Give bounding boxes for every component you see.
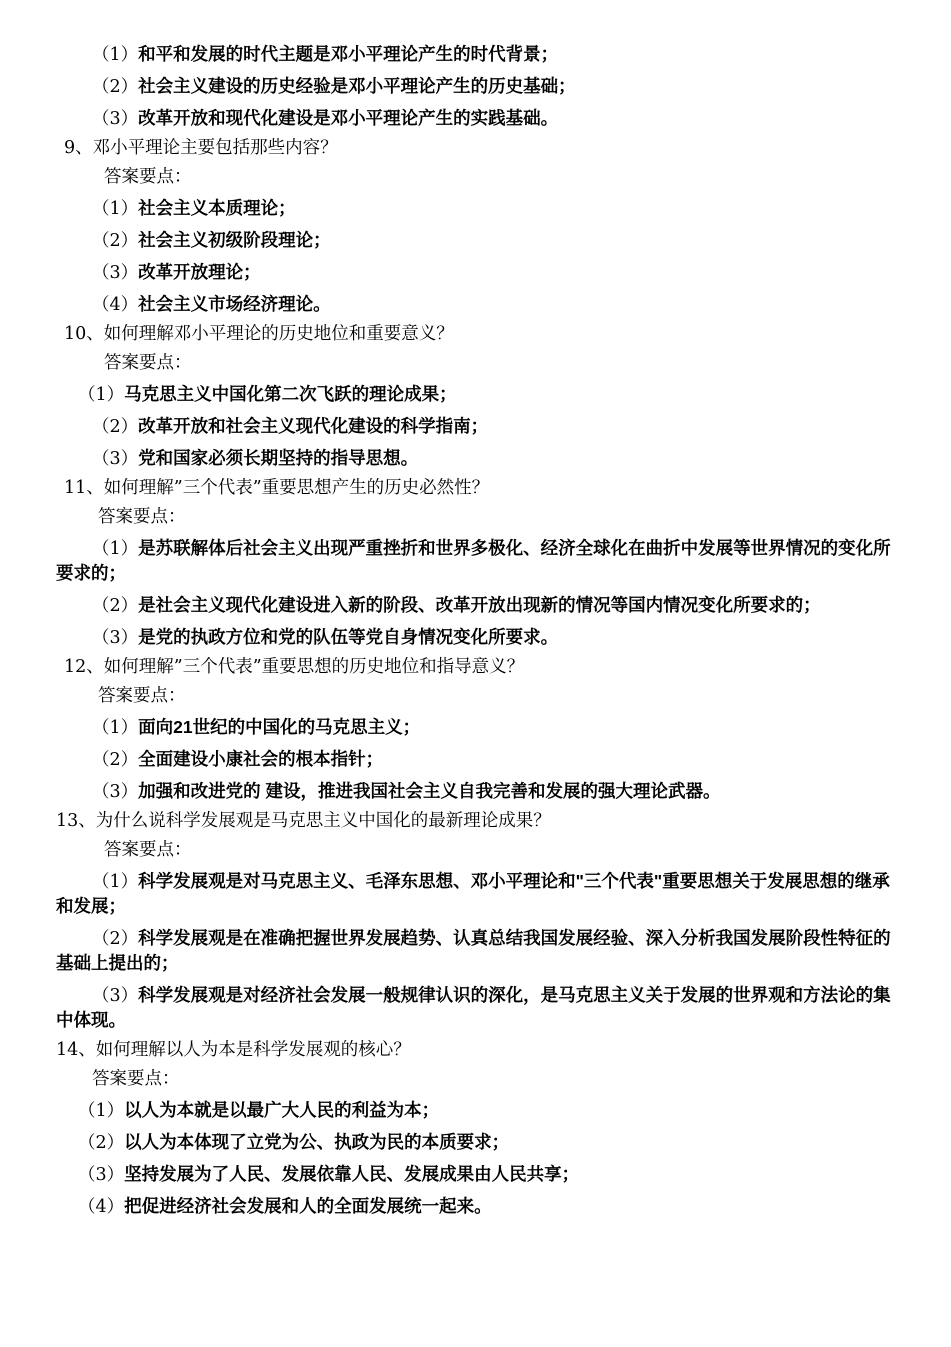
answer-heading: 答案要点： [98,507,186,527]
answer-item: （1）科学发展观是对马克思主义、毛泽东思想、邓小平理论和"三个代表"重要思想关于发展思想的继承和发展； [56,871,890,916]
answer-item: （1）和平和发展的时代主题是邓小平理论产生的时代背景； [92,44,559,65]
answer-heading: 答案要点： [98,686,186,706]
answer-item: （2）全面建设小康社会的根本指针； [92,749,384,770]
question-12: 12、如何理解”三个代表”重要思想的历史地位和指导意义？ [64,657,525,677]
answer-item: （2）社会主义初级阶段理论； [92,230,331,251]
answer-item: （1）社会主义本质理论； [92,198,296,219]
answer-heading: 答案要点： [92,1069,180,1089]
answer-heading: 答案要点： [104,353,192,373]
answer-item: （1）是苏联解体后社会主义出现严重挫折和世界多极化、经济全球化在曲折中发展等世界情况的变化所要求的； [56,538,891,583]
answer-item: （3）是党的执政方位和党的队伍等党自身情况变化所要求。 [92,627,559,648]
question-9: 9、邓小平理论主要包括那些内容？ [64,138,338,158]
answer-heading: 答案要点： [104,167,192,187]
answer-item: （4）把促进经济社会发展和人的全面发展统一起来。 [78,1196,492,1217]
answer-item: （1）面向21世纪的中国化的马克思主义； [92,717,421,738]
answer-item: （3）党和国家必须长期坚持的指导思想。 [92,448,419,469]
answer-item: （3）改革开放和现代化建设是邓小平理论产生的实践基础。 [92,108,559,129]
answer-item: （2）是社会主义现代化建设进入新的阶段、改革开放出现新的情况等国内情况变化所要求的； [92,595,821,616]
answer-item: （3）改革开放理论； [92,262,261,283]
answer-item: （1）以人为本就是以最广大人民的利益为本； [78,1100,440,1121]
answer-item: （2）科学发展观是在准确把握世界发展趋势、认真总结我国发展经验、深入分析我国发展阶段性特征的基础上提出的； [56,928,891,973]
answer-item: （4）社会主义市场经济理论。 [92,294,331,315]
question-10: 10、如何理解邓小平理论的历史地位和重要意义？ [64,324,454,344]
answer-item: （2）改革开放和社会主义现代化建设的科学指南； [92,416,489,437]
question-14: 14、如何理解以人为本是科学发展观的核心？ [56,1040,411,1060]
question-11: 11、如何理解”三个代表”重要思想产生的历史必然性？ [64,478,490,498]
question-13: 13、为什么说科学发展观是马克思主义中国化的最新理论成果？ [56,811,551,831]
answer-item: （3）科学发展观是对经济社会发展一般规律认识的深化，是马克思主义关于发展的世界观和方法论的集中体现。 [56,985,891,1030]
answer-item: （3）坚持发展为了人民、发展依靠人民、发展成果由人民共享； [78,1164,580,1185]
answer-heading: 答案要点： [104,840,192,860]
answer-item: （1）马克思主义中国化第二次飞跃的理论成果； [78,384,457,405]
answer-item: （2）社会主义建设的历史经验是邓小平理论产生的历史基础； [92,76,576,97]
answer-item: （3）加强和改进党的 建设，推进我国社会主义自我完善和发展的强大理论武器。 [92,781,721,802]
answer-item: （2）以人为本体现了立党为公、执政为民的本质要求； [78,1132,510,1153]
